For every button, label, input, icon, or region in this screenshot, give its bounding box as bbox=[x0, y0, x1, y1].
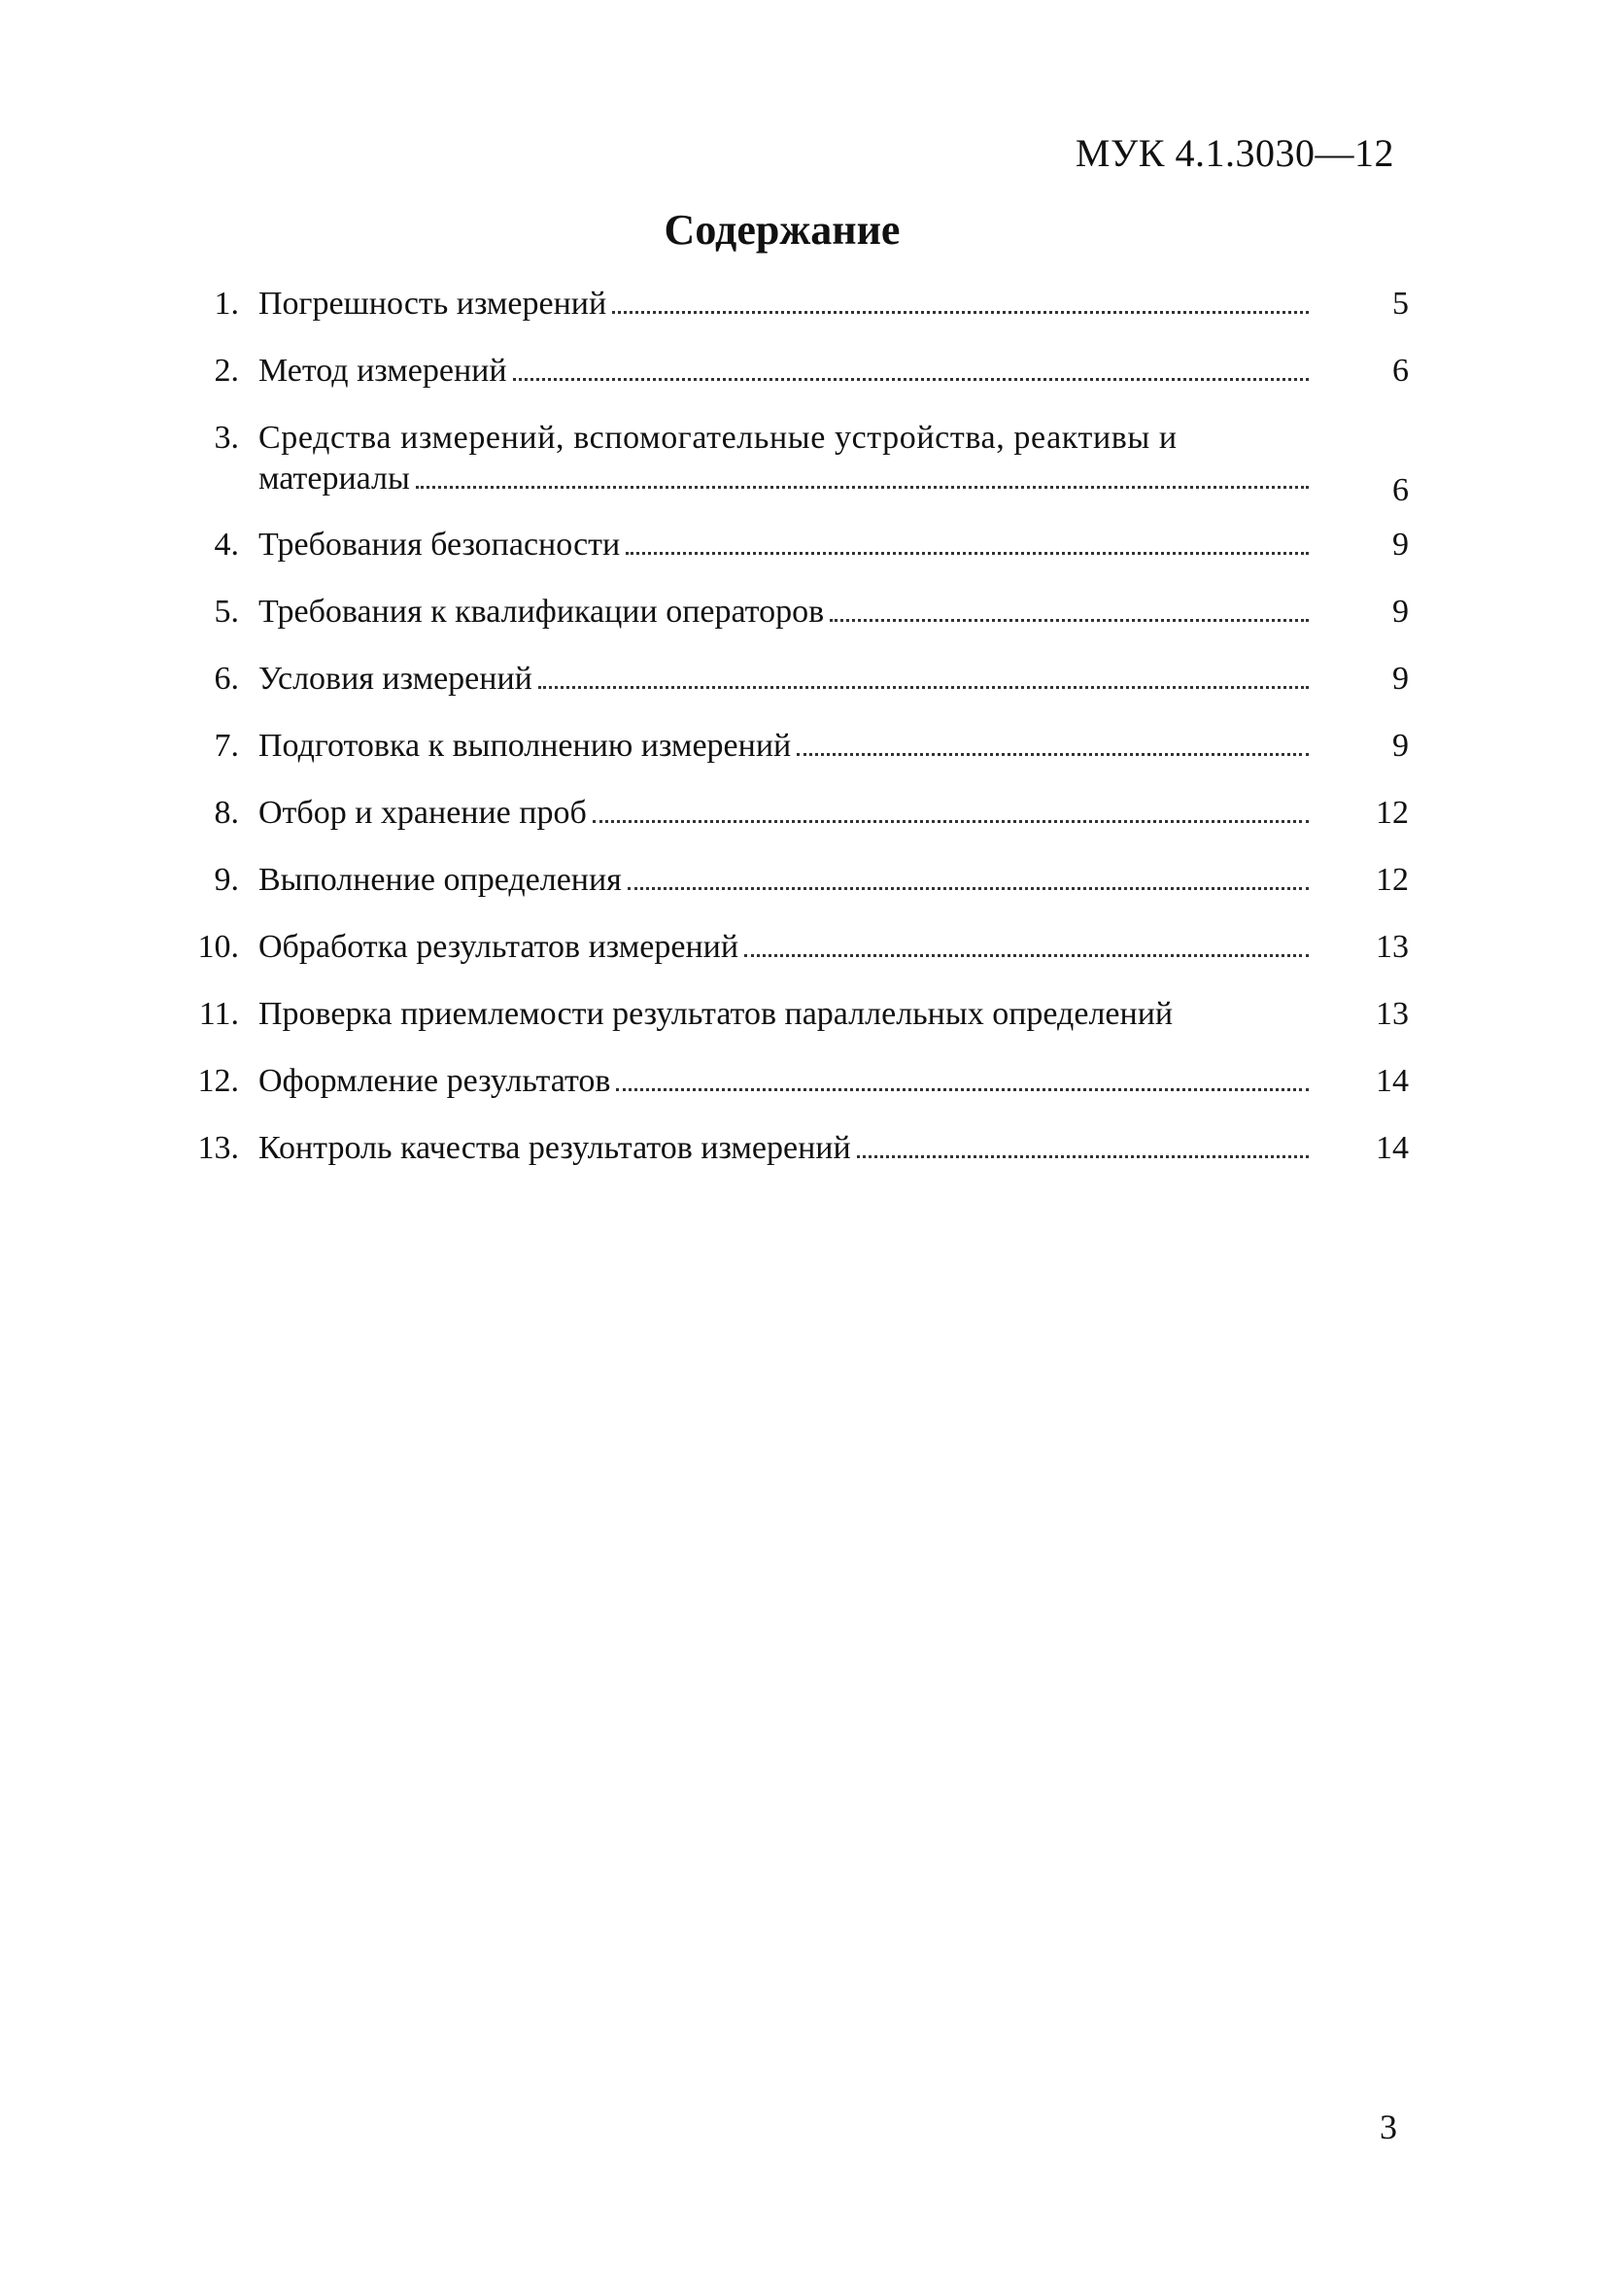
toc-entry-title: Отбор и хранение проб bbox=[258, 795, 587, 831]
dot-leader bbox=[744, 954, 1309, 957]
dot-leader bbox=[538, 686, 1309, 689]
dot-leader bbox=[830, 619, 1309, 622]
toc-entry-number: 11. bbox=[198, 996, 239, 1032]
toc-entry-title: Обработка результатов измерений bbox=[258, 929, 739, 965]
toc-entry-page: 5 bbox=[1392, 286, 1409, 322]
dot-leader bbox=[593, 820, 1309, 823]
toc-entry-number: 13. bbox=[197, 1130, 239, 1166]
table-of-contents bbox=[185, 278, 1409, 1189]
toc-entry[interactable] bbox=[185, 787, 1409, 854]
toc-entry-page: 14 bbox=[1376, 1130, 1409, 1166]
toc-entry-page: 14 bbox=[1376, 1063, 1409, 1099]
dot-leader bbox=[628, 887, 1309, 890]
toc-entry-title-continued: материалы bbox=[258, 461, 410, 497]
dot-leader bbox=[616, 1088, 1309, 1091]
toc-entry-number: 9. bbox=[214, 862, 239, 898]
toc-entry-number: 10. bbox=[197, 929, 239, 965]
dot-leader bbox=[626, 552, 1309, 555]
toc-entry[interactable] bbox=[185, 854, 1409, 921]
toc-entry-page: 12 bbox=[1376, 862, 1409, 898]
toc-entry-title: Контроль качества результатов измерений bbox=[258, 1130, 851, 1166]
toc-entry[interactable] bbox=[185, 519, 1409, 586]
toc-entry-page: 6 bbox=[1392, 353, 1409, 389]
toc-entry-number: 7. bbox=[214, 728, 239, 764]
toc-entry-number: 5. bbox=[214, 594, 239, 630]
toc-entry[interactable] bbox=[185, 412, 1409, 519]
document-code: МУК 4.1.3030—12 bbox=[1075, 131, 1394, 175]
toc-entry[interactable] bbox=[185, 586, 1409, 653]
toc-entry-page: 9 bbox=[1392, 527, 1409, 563]
toc-entry-title: Требования безопасности bbox=[258, 527, 621, 563]
toc-title: Содержание bbox=[664, 206, 901, 254]
toc-entry[interactable] bbox=[185, 1055, 1409, 1122]
toc-entry-title: Средства измерений, вспомогательные устройства, реактивы и bbox=[258, 420, 1178, 456]
toc-entry-number: 3. bbox=[214, 420, 239, 456]
toc-entry-page: 13 bbox=[1376, 996, 1409, 1032]
dot-leader bbox=[797, 753, 1309, 756]
toc-entry[interactable] bbox=[185, 278, 1409, 345]
toc-entry-number: 2. bbox=[214, 353, 239, 389]
toc-entry-title: Условия измерений bbox=[258, 661, 532, 697]
toc-entry-title: Подготовка к выполнению измерений bbox=[258, 728, 792, 764]
toc-entry[interactable] bbox=[185, 988, 1409, 1055]
toc-entry-page: 12 bbox=[1376, 795, 1409, 831]
toc-entry-title: Требования к квалификации операторов bbox=[258, 594, 825, 630]
page-number: 3 bbox=[1380, 2108, 1397, 2146]
toc-entry-page: 9 bbox=[1392, 594, 1409, 630]
dot-leader bbox=[416, 486, 1309, 489]
dot-leader bbox=[513, 378, 1309, 381]
toc-entry[interactable] bbox=[185, 720, 1409, 787]
toc-entry-number: 12. bbox=[197, 1063, 239, 1099]
toc-entry[interactable] bbox=[185, 921, 1409, 988]
toc-entry-number: 6. bbox=[214, 661, 239, 697]
toc-entry-page: 9 bbox=[1392, 728, 1409, 764]
toc-entry-title: Оформление результатов bbox=[258, 1063, 611, 1099]
toc-entry-page: 9 bbox=[1392, 661, 1409, 697]
toc-entry[interactable] bbox=[185, 345, 1409, 412]
toc-entry-number: 8. bbox=[214, 795, 239, 831]
toc-entry[interactable] bbox=[185, 1122, 1409, 1189]
toc-entry-page: 13 bbox=[1376, 929, 1409, 965]
toc-entry[interactable] bbox=[185, 653, 1409, 720]
toc-entry-title: Метод измерений bbox=[258, 353, 507, 389]
toc-entry-title: Погрешность измерений bbox=[258, 286, 607, 322]
toc-entry-title: Проверка приемлемости результатов параллельных определений bbox=[258, 996, 1174, 1032]
toc-entry-number: 1. bbox=[214, 286, 239, 322]
toc-entry-page: 6 bbox=[1392, 472, 1409, 508]
dot-leader bbox=[857, 1155, 1309, 1158]
dot-leader bbox=[612, 311, 1309, 314]
toc-entry-title: Выполнение определения bbox=[258, 862, 622, 898]
toc-entry-number: 4. bbox=[214, 527, 239, 563]
